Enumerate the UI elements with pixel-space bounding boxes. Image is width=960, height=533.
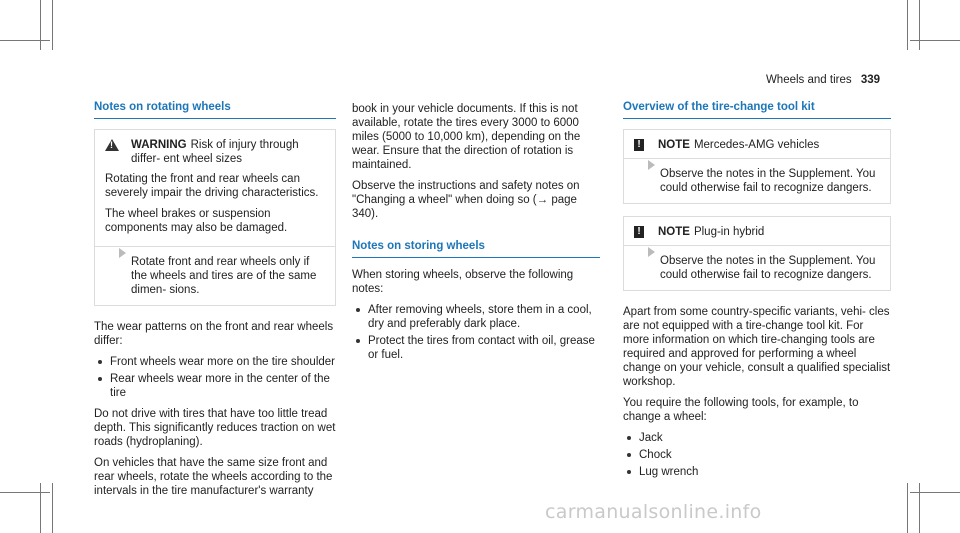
crop-mark <box>919 483 920 533</box>
bullet-list <box>352 303 600 362</box>
crop-mark <box>907 0 908 50</box>
paragraph: You require the following tools, for example, to change a wheel: <box>623 397 859 423</box>
crop-mark <box>0 40 50 41</box>
crop-mark <box>52 483 53 533</box>
list-item: Rear wheels wear more in the center of the tire <box>94 372 336 400</box>
note-icon: ! <box>634 139 644 151</box>
heading-tool-kit: Overview of the tire-change tool kit <box>623 100 891 119</box>
warning-paragraph: The wheel brakes or suspension components may also be damaged. <box>105 208 288 234</box>
paragraph: Do not drive with tires that have too little tread depth. This significantly reduces traction on wet roads (hydroplaning). <box>94 408 336 448</box>
note-label: NOTE <box>658 226 690 238</box>
warning-label: WARNING <box>131 139 187 151</box>
list-item: After removing wheels, store them in a cool, dry and preferably dark place. <box>352 303 600 331</box>
watermark: carmanualsonline.info <box>545 501 762 523</box>
note-title: Mercedes-AMG vehicles <box>693 139 820 151</box>
page-header <box>766 73 880 87</box>
crop-mark <box>40 483 41 533</box>
note-instruction: Observe the notes in the Supplement. You could otherwise fail to recognize dangers. <box>660 168 876 194</box>
heading-rotating-wheels: Notes on rotating wheels <box>94 100 336 119</box>
paragraph: book in your vehicle documents. If this is not available, rotate the tires every 3000 to 6000 miles (5000 to 10,000 km), depending on the wear. Ensure that the direction of rotation is maintained. <box>352 103 581 171</box>
crop-mark <box>907 483 908 533</box>
list-item: Chock <box>623 448 891 462</box>
crop-mark <box>40 0 41 50</box>
crop-mark <box>0 492 50 493</box>
warning-triangle-icon <box>105 139 119 151</box>
paragraph: Apart from some country-specific variants, vehi- cles are not equipped with a tire-change tool kit. For more information on which tire-changing tools are required and approved for performing a wheel change on your vehicle, consult a qualified specialist workshop. <box>623 306 891 388</box>
note-label: NOTE <box>658 139 690 151</box>
paragraph: The wear patterns on the front and rear wheels differ: <box>94 321 334 347</box>
page-number: 339 <box>860 74 880 86</box>
bullet-list <box>94 355 336 400</box>
heading-storing-wheels: Notes on storing wheels <box>352 239 600 258</box>
list-item: Lug wrench <box>623 465 891 479</box>
column-3 <box>623 100 891 486</box>
crop-mark <box>919 0 920 50</box>
note-icon: ! <box>634 226 644 238</box>
play-arrow-icon <box>648 160 655 170</box>
warning-box <box>94 129 336 306</box>
section-title: Wheels and tires <box>765 74 852 86</box>
list-item: Protect the tires from contact with oil, grease or fuel. <box>352 334 600 362</box>
warning-instruction: Rotate front and rear wheels only if the wheels and tires are of the same dimen- sions. <box>131 256 317 296</box>
column-1 <box>94 100 336 505</box>
paragraph: When storing wheels, observe the following notes: <box>352 269 574 295</box>
note-title: Plug-in hybrid <box>693 226 765 238</box>
paragraph: Observe the instructions and safety notes on "Changing a wheel" when doing so (→ page 340). <box>352 180 580 220</box>
list-item: Jack <box>623 431 891 445</box>
list-item: Front wheels wear more on the tire shoulder <box>94 355 336 369</box>
bullet-list <box>623 431 891 479</box>
paragraph: On vehicles that have the same size front and rear wheels, rotate the wheels according to the intervals in the tire manufacturer's warranty <box>94 457 333 497</box>
column-2 <box>352 102 600 369</box>
crop-mark <box>910 492 960 493</box>
note-box <box>623 216 891 291</box>
warning-paragraph: Rotating the front and rear wheels can severely impair the driving characteristics. <box>105 173 319 199</box>
play-arrow-icon <box>119 248 126 258</box>
play-arrow-icon <box>648 247 655 257</box>
note-instruction: Observe the notes in the Supplement. You could otherwise fail to recognize dangers. <box>660 255 876 281</box>
note-box <box>623 129 891 204</box>
crop-mark <box>52 0 53 50</box>
crop-mark <box>910 40 960 41</box>
warning-text: Risk of injury through differ- ent wheel sizes <box>131 139 299 165</box>
